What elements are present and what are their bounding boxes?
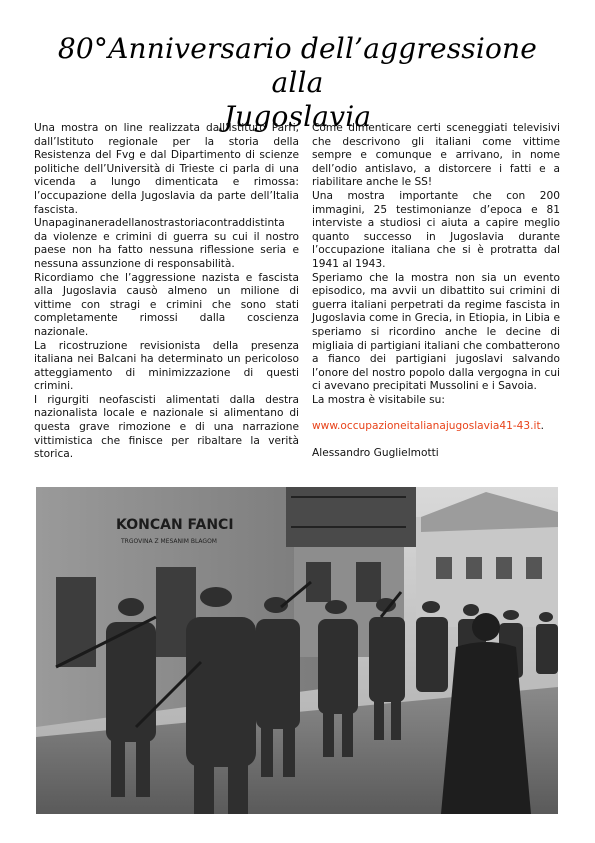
link-period: . — [540, 420, 544, 433]
exhibition-link-line — [312, 420, 560, 434]
title-line-1: 80°Anniversario dell’aggressione alla — [57, 32, 538, 99]
paragraph: Unapaginaneradellanostrastoriacontraddistinta da violenze e crimini di guerra su cui il nostro paese non ha fatto nessuna riflessione seria e nessuna assunzione di responsabilità. — [34, 217, 299, 270]
paragraph: La mostra è visitabile su: — [312, 393, 445, 406]
photo-illustration — [36, 487, 558, 814]
paragraph: Come dimenticare certi sceneggiati televisivi che descrivono gli italiani come vittime sempre e comunque e arrivano, in nome dell’odio antislavo, a distorcere i fatti e a riabilitare anche le SS! — [312, 122, 560, 189]
paragraph: La ricostruzione revisionista della presenza italiana nei Balcani ha determinato un pericoloso atteggiamento di minimizzazione di questi crimini. — [34, 339, 299, 393]
paragraph: Una mostra importante che con 200 immagini, 25 testimonianze d’epoca e 81 interviste a studiosi ci aiuta a capire meglio quanto successo in Jugoslavia durante l’occupazione italiana che si è protratta dal 1941 al 1943. — [312, 189, 560, 270]
right-column — [312, 122, 560, 461]
left-column — [34, 122, 299, 462]
historical-photo — [36, 487, 558, 814]
paragraph: Ricordiamo che l’aggressione nazista e fascista alla Jugoslavia causò almeno un milione di vittime con stragi e crimini che sono stati completamente rimossi dalla coscienza nazionale. — [34, 271, 299, 338]
author-name: Alessandro Guglielmotti — [312, 447, 439, 460]
page-title — [40, 32, 555, 134]
shop-sign-subtext: TRGOVINA Z MESANIM BLAGOM — [121, 538, 217, 545]
paragraph: I rigurgiti neofascisti alimentati dalla destra nazionalista locale e nazionale si alimentano di questa grave rimozione e di una narrazione vittimistica che finisce per ribaltare la verità storica. — [34, 393, 299, 461]
paragraph: Speriamo che la mostra non sia un evento episodico, ma avvii un dibattito sui crimini di guerra italiani perpetrati da regime fascista in Jugoslavia come in Grecia, in Etiopia, in Libia e speriamo si ricordino anche le decine di migliaia di partigiani italiani che combatterono a fianco dei partigiani jugoslavi salvando l’onore del nostro popolo dalla vergogna in cui ci avevano precipitati Mussolini e i Savoia. — [312, 271, 560, 393]
exhibition-link[interactable]: www.occupazioneitalianajugoslavia41-43.it — [312, 420, 541, 433]
title-line-2: Jugoslavia — [223, 100, 372, 133]
paragraph: Una mostra on line realizzata dall’Istituto Parri, dall’Istituto regionale per la storia della Resistenza del Fvg e dal Dipartimento di scienze politiche dell’Università di Trieste ci parla di una vicenda a lungo dimenticata e rimossa: l’occupazione della Jugoslavia da parte dell’Italia fascista. — [34, 122, 299, 216]
shop-sign-text: KONCAN FANCI — [116, 517, 234, 533]
